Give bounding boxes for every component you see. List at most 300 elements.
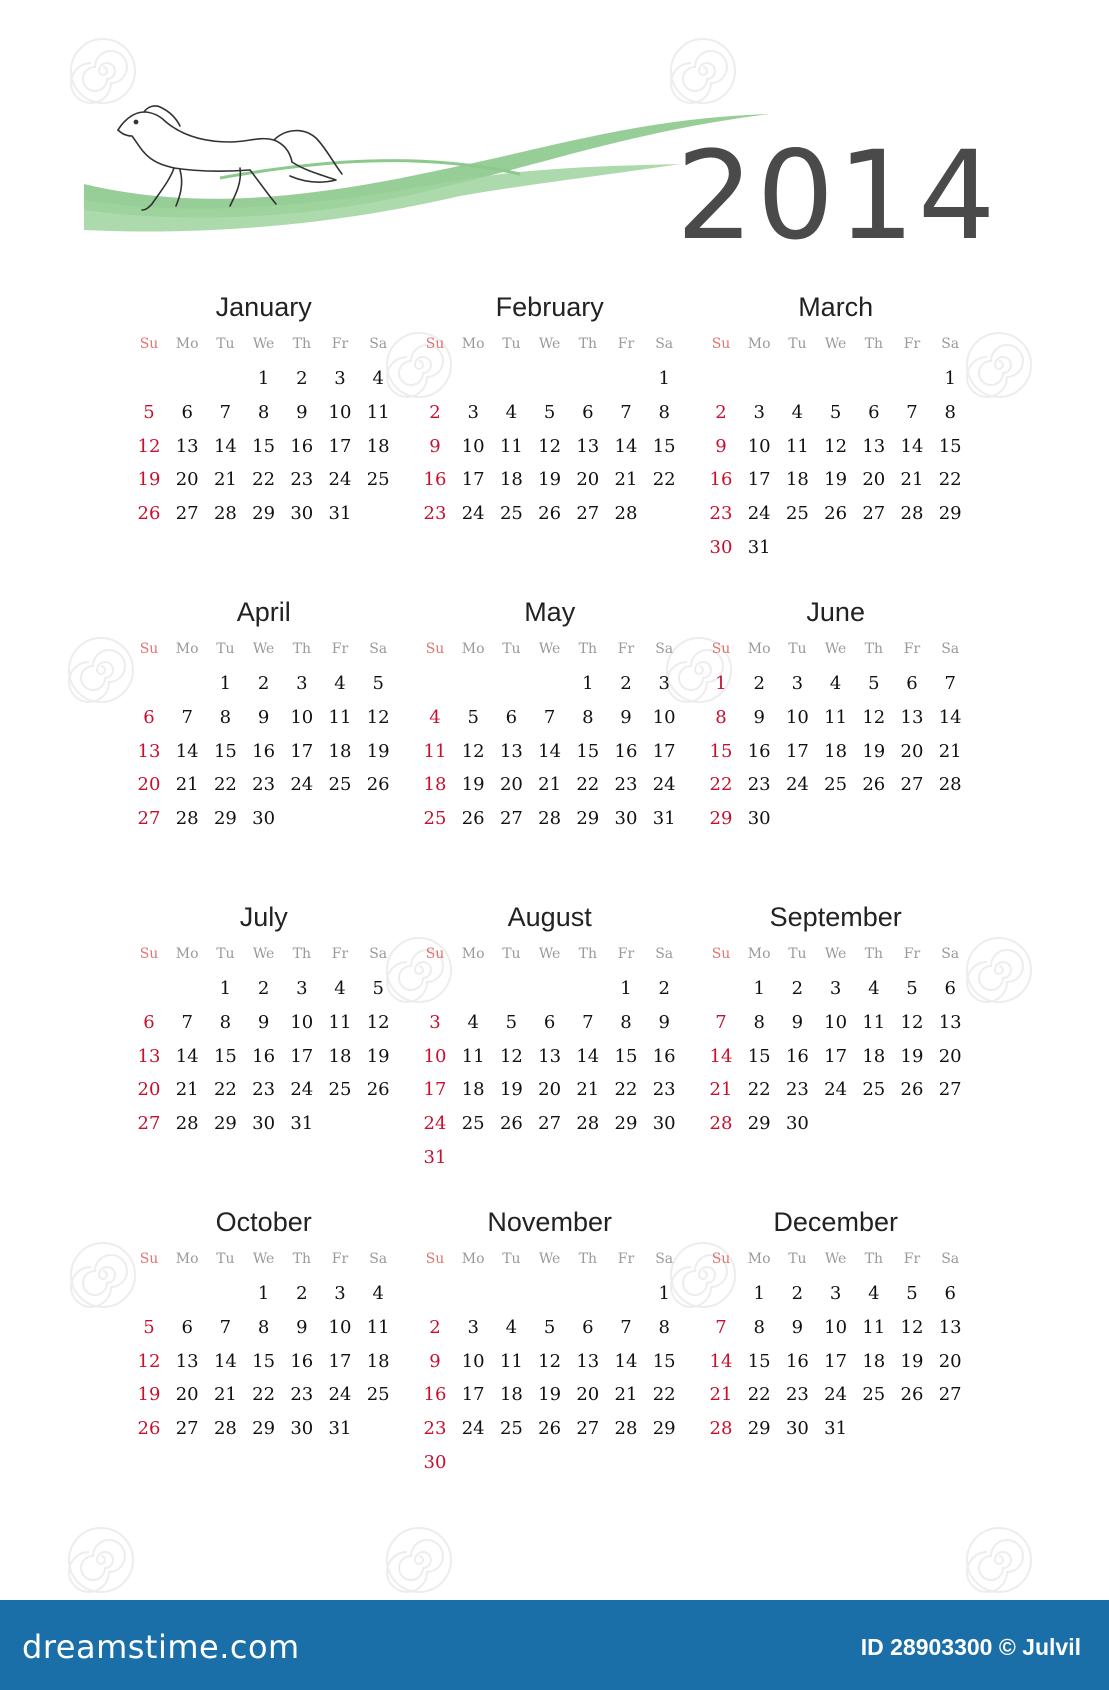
day-cell: 7 [620, 1316, 632, 1338]
day-cell: 13 [175, 435, 199, 457]
weekday-header: Sa [941, 641, 960, 657]
day-cell: 21 [709, 1384, 733, 1406]
month-december [702, 1207, 988, 1486]
day-cell: 9 [658, 1011, 670, 1033]
day-cell: 1 [753, 1283, 765, 1304]
day-cell: 4 [505, 401, 518, 423]
weekday-header: Sa [941, 1251, 960, 1267]
month-title: July [239, 902, 288, 932]
day-cell: 24 [824, 1384, 848, 1406]
day-cell: 19 [862, 740, 886, 762]
day-cell: 10 [423, 1045, 447, 1067]
month-title: June [806, 597, 865, 627]
weekday-header: Tu [502, 946, 521, 962]
weekday-header: We [252, 336, 275, 352]
day-cell: 31 [328, 503, 352, 525]
day-cell: 25 [328, 774, 352, 796]
day-cell: 18 [366, 1350, 390, 1372]
day-cell: 2 [429, 401, 441, 423]
month-february [416, 292, 702, 571]
day-cell: 14 [213, 1350, 237, 1372]
day-cell: 19 [900, 1045, 924, 1067]
day-cell: 16 [252, 1045, 276, 1067]
day-cell: 11 [328, 1011, 352, 1033]
spiral-watermark-icon [384, 330, 454, 400]
day-cell: 13 [862, 435, 886, 457]
day-cell: 7 [715, 1011, 727, 1033]
day-cell: 15 [252, 435, 276, 457]
weekday-header: Sa [369, 1251, 388, 1267]
day-cell: 11 [366, 401, 390, 423]
day-cell: 26 [461, 808, 485, 830]
day-cell: 15 [614, 1045, 638, 1067]
weekday-header: Sa [941, 946, 960, 962]
day-cell: 15 [747, 1045, 771, 1067]
weekday-header: Sa [941, 336, 960, 352]
day-cell: 27 [938, 1384, 962, 1406]
day-cell: 10 [328, 401, 352, 423]
day-cell: 28 [900, 503, 924, 525]
weekday-header: Mo [461, 1251, 485, 1267]
weekday-header: Sa [655, 1251, 674, 1267]
day-cell: 17 [785, 740, 809, 762]
day-cell: 25 [824, 774, 848, 796]
day-cell: 12 [499, 1045, 523, 1067]
weekday-header: Su [139, 336, 159, 352]
day-cell: 13 [938, 1011, 962, 1033]
day-cell: 30 [252, 808, 276, 830]
day-cell: 1 [944, 368, 956, 389]
day-cell: 28 [175, 808, 199, 830]
day-cell: 8 [753, 1316, 765, 1338]
day-cell: 27 [576, 503, 600, 525]
day-cell: 22 [652, 1384, 676, 1406]
day-cell: 30 [423, 1452, 447, 1473]
day-cell: 25 [423, 808, 447, 830]
day-cell: 29 [747, 1113, 771, 1135]
day-cell: 20 [538, 1079, 562, 1101]
day-cell: 11 [862, 1316, 886, 1338]
day-cell: 21 [213, 1384, 237, 1406]
day-cell: 10 [290, 1011, 314, 1033]
day-cell: 7 [181, 706, 193, 728]
day-cell: 4 [372, 1283, 384, 1304]
day-cell: 4 [791, 401, 804, 423]
weekday-header: Fr [617, 946, 635, 962]
day-cell: 1 [658, 368, 670, 389]
weekday-header: Su [139, 1251, 159, 1267]
day-cell: 11 [499, 435, 523, 457]
day-cell: 12 [366, 706, 390, 728]
day-cell: 24 [423, 1113, 447, 1135]
weekday-header: Th [578, 641, 597, 657]
day-cell: 23 [785, 1384, 809, 1406]
day-cell: 3 [296, 978, 308, 999]
footer-logo[interactable]: dreamstime.com [22, 1628, 300, 1666]
day-cell: 17 [652, 740, 676, 762]
day-cell: 24 [461, 503, 485, 525]
day-cell: 24 [328, 1384, 352, 1406]
day-cell: 26 [499, 1113, 523, 1135]
day-cell: 10 [461, 435, 485, 457]
day-cell: 14 [900, 435, 924, 457]
day-cell: 11 [461, 1045, 485, 1067]
day-cell: 9 [257, 706, 270, 728]
weekday-header: Th [864, 336, 883, 352]
weekday-header: Sa [369, 336, 388, 352]
weekday-header: We [824, 946, 847, 962]
month-title: February [495, 292, 604, 322]
day-cell: 23 [290, 469, 314, 491]
spiral-watermark-icon [68, 36, 138, 106]
day-cell: 31 [824, 1418, 848, 1440]
day-cell: 1 [715, 673, 727, 694]
spiral-watermark-icon [384, 1525, 454, 1595]
day-cell: 16 [290, 1350, 314, 1372]
day-cell: 6 [181, 401, 193, 423]
day-cell: 16 [423, 469, 447, 491]
weekday-header: Th [292, 641, 311, 657]
day-cell: 21 [709, 1079, 733, 1101]
day-cell: 4 [429, 706, 441, 728]
day-cell: 20 [175, 1384, 199, 1406]
day-cell: 26 [366, 1079, 390, 1101]
day-cell: 5 [868, 673, 880, 694]
day-cell: 16 [252, 740, 276, 762]
day-cell: 22 [747, 1384, 771, 1406]
day-cell: 3 [429, 1011, 441, 1033]
day-cell: 21 [213, 469, 237, 491]
day-cell: 6 [582, 401, 594, 423]
spiral-watermark-icon [664, 635, 734, 705]
day-cell: 13 [900, 706, 924, 728]
month-title: September [769, 902, 902, 932]
weekday-header: Fr [903, 336, 921, 352]
month-title: December [773, 1207, 898, 1237]
day-cell: 6 [143, 706, 155, 728]
day-cell: 23 [252, 774, 276, 796]
day-cell: 26 [824, 503, 848, 525]
day-cell: 26 [137, 1418, 161, 1440]
day-cell: 27 [938, 1079, 962, 1101]
day-cell: 16 [709, 469, 733, 491]
day-cell: 4 [334, 673, 346, 694]
day-cell: 4 [334, 978, 346, 999]
day-cell: 6 [944, 1283, 956, 1304]
day-cell: 9 [791, 1316, 804, 1338]
day-cell: 4 [829, 673, 842, 694]
day-cell: 25 [785, 503, 809, 525]
weekday-header: We [824, 336, 847, 352]
day-cell: 6 [181, 1316, 193, 1338]
weekday-header: Tu [788, 946, 807, 962]
day-cell: 19 [137, 469, 161, 491]
day-cell: 8 [620, 1011, 632, 1033]
day-cell: 5 [543, 401, 556, 423]
day-cell: 6 [505, 706, 518, 728]
day-cell: 13 [938, 1316, 962, 1338]
day-cell: 29 [938, 503, 962, 525]
weekday-header: Su [139, 946, 159, 962]
day-cell: 11 [862, 1011, 886, 1033]
weekday-header: Fr [331, 1251, 349, 1267]
weekday-header: We [538, 336, 561, 352]
day-cell: 14 [213, 435, 237, 457]
day-cell: 27 [900, 774, 924, 796]
day-cell: 21 [538, 774, 562, 796]
day-cell: 16 [747, 740, 771, 762]
day-cell: 26 [862, 774, 886, 796]
day-cell: 7 [582, 1011, 594, 1033]
day-cell: 7 [906, 401, 918, 423]
day-cell: 12 [900, 1316, 924, 1338]
day-cell: 6 [582, 1316, 594, 1338]
day-cell: 18 [423, 774, 447, 796]
day-cell: 4 [505, 1316, 518, 1338]
day-cell: 14 [709, 1350, 733, 1372]
day-cell: 8 [219, 706, 232, 728]
day-cell: 11 [328, 706, 352, 728]
day-cell: 13 [137, 1045, 161, 1067]
day-cell: 7 [181, 1011, 193, 1033]
day-cell: 30 [614, 808, 638, 830]
day-cell: 3 [658, 673, 670, 694]
day-cell: 21 [576, 1079, 600, 1101]
day-cell: 30 [785, 1418, 809, 1440]
day-cell: 20 [576, 1384, 600, 1406]
weekday-header: Tu [502, 641, 521, 657]
day-cell: 12 [366, 1011, 390, 1033]
day-cell: 7 [219, 1316, 232, 1338]
day-cell: 17 [824, 1350, 848, 1372]
month-title: October [215, 1207, 312, 1237]
weekday-header: Fr [903, 641, 921, 657]
day-cell: 5 [906, 978, 918, 999]
day-cell: 5 [829, 401, 842, 423]
weekday-header: We [252, 641, 275, 657]
year-title: 2014 [676, 125, 999, 267]
day-cell: 19 [366, 1045, 390, 1067]
day-cell: 2 [620, 673, 632, 694]
weekday-header: Su [425, 946, 445, 962]
day-cell: 13 [576, 435, 600, 457]
weekday-header: Th [578, 336, 597, 352]
weekday-header: Th [864, 1251, 883, 1267]
day-cell: 23 [423, 503, 447, 525]
day-cell: 27 [175, 1418, 199, 1440]
day-cell: 17 [290, 1045, 314, 1067]
day-cell: 3 [467, 401, 479, 423]
spiral-watermark-icon [66, 1525, 136, 1595]
day-cell: 22 [652, 469, 676, 491]
day-cell: 26 [900, 1384, 924, 1406]
day-cell: 22 [213, 774, 237, 796]
day-cell: 23 [614, 774, 638, 796]
day-cell: 1 [257, 368, 270, 389]
weekday-header: Su [425, 641, 445, 657]
day-cell: 21 [175, 1079, 199, 1101]
weekday-header: Tu [216, 1251, 235, 1267]
day-cell: 17 [290, 740, 314, 762]
day-cell: 1 [257, 1283, 270, 1304]
day-cell: 20 [137, 774, 161, 796]
day-cell: 15 [576, 740, 600, 762]
day-cell: 1 [658, 1283, 670, 1304]
day-cell: 9 [296, 401, 308, 423]
weekday-header: Su [711, 641, 731, 657]
day-cell: 27 [137, 1113, 161, 1135]
day-cell: 28 [614, 1418, 638, 1440]
day-cell: 3 [829, 978, 842, 999]
day-cell: 23 [423, 1418, 447, 1440]
day-cell: 30 [785, 1113, 809, 1135]
weekday-header: Th [864, 946, 883, 962]
day-cell: 25 [499, 1418, 523, 1440]
weekday-header: Su [711, 1251, 731, 1267]
day-cell: 18 [366, 435, 390, 457]
day-cell: 10 [747, 435, 771, 457]
day-cell: 1 [620, 978, 632, 999]
day-cell: 23 [252, 1079, 276, 1101]
day-cell: 30 [747, 808, 771, 830]
day-cell: 24 [747, 503, 771, 525]
day-cell: 8 [257, 1316, 270, 1338]
day-cell: 8 [582, 706, 594, 728]
weekday-header: Fr [903, 946, 921, 962]
weekday-header: Tu [788, 1251, 807, 1267]
day-cell: 14 [175, 1045, 199, 1067]
day-cell: 30 [290, 1418, 314, 1440]
weekday-header: We [252, 946, 275, 962]
day-cell: 14 [938, 706, 962, 728]
day-cell: 23 [747, 774, 771, 796]
day-cell: 15 [747, 1350, 771, 1372]
day-cell: 30 [252, 1113, 276, 1135]
day-cell: 15 [709, 740, 733, 762]
day-cell: 10 [824, 1011, 848, 1033]
weekday-header: We [824, 641, 847, 657]
weekday-header: Su [711, 336, 731, 352]
day-cell: 16 [614, 740, 638, 762]
day-cell: 29 [213, 1113, 237, 1135]
day-cell: 31 [290, 1113, 314, 1135]
day-cell: 7 [620, 401, 632, 423]
day-cell: 10 [785, 706, 809, 728]
month-september [702, 902, 988, 1181]
day-cell: 2 [791, 1283, 804, 1304]
day-cell: 1 [219, 673, 232, 694]
day-cell: 8 [658, 1316, 670, 1338]
day-cell: 12 [900, 1011, 924, 1033]
weekday-header: Th [292, 336, 311, 352]
day-cell: 23 [290, 1384, 314, 1406]
day-cell: 14 [614, 1350, 638, 1372]
day-cell: 5 [543, 1316, 556, 1338]
day-cell: 8 [715, 706, 727, 728]
day-cell: 25 [328, 1079, 352, 1101]
weekday-header: Su [139, 641, 159, 657]
day-cell: 3 [467, 1316, 479, 1338]
day-cell: 7 [543, 706, 556, 728]
day-cell: 22 [252, 469, 276, 491]
day-cell: 27 [175, 503, 199, 525]
day-cell: 22 [938, 469, 962, 491]
day-cell: 22 [576, 774, 600, 796]
day-cell: 5 [143, 401, 155, 423]
day-cell: 25 [366, 1384, 390, 1406]
day-cell: 20 [938, 1350, 962, 1372]
day-cell: 29 [252, 1418, 276, 1440]
day-cell: 27 [538, 1113, 562, 1135]
day-cell: 11 [423, 740, 447, 762]
day-cell: 27 [576, 1418, 600, 1440]
day-cell: 18 [862, 1045, 886, 1067]
day-cell: 17 [423, 1079, 447, 1101]
day-cell: 4 [467, 1011, 479, 1033]
day-cell: 11 [785, 435, 809, 457]
day-cell: 5 [906, 1283, 918, 1304]
day-cell: 24 [290, 774, 314, 796]
weekday-header: Mo [175, 336, 199, 352]
day-cell: 14 [175, 740, 199, 762]
day-cell: 29 [652, 1418, 676, 1440]
day-cell: 18 [824, 740, 848, 762]
day-cell: 25 [499, 503, 523, 525]
day-cell: 14 [614, 435, 638, 457]
day-cell: 3 [791, 673, 804, 694]
day-cell: 15 [213, 1045, 237, 1067]
day-cell: 22 [709, 774, 733, 796]
day-cell: 15 [652, 1350, 676, 1372]
weekday-header: Sa [655, 641, 674, 657]
day-cell: 30 [709, 537, 733, 558]
day-cell: 12 [862, 706, 886, 728]
day-cell: 14 [538, 740, 562, 762]
day-cell: 17 [747, 469, 771, 491]
day-cell: 13 [538, 1045, 562, 1067]
month-title: August [507, 902, 592, 932]
weekday-header: Sa [369, 946, 388, 962]
day-cell: 23 [785, 1079, 809, 1101]
day-cell: 2 [658, 978, 670, 999]
weekday-header: We [824, 1251, 847, 1267]
day-cell: 17 [328, 1350, 352, 1372]
day-cell: 8 [257, 401, 270, 423]
day-cell: 31 [652, 808, 676, 830]
day-cell: 14 [576, 1045, 600, 1067]
day-cell: 20 [938, 1045, 962, 1067]
weekday-header: Th [864, 641, 883, 657]
day-cell: 21 [900, 469, 924, 491]
day-cell: 10 [328, 1316, 352, 1338]
day-cell: 10 [652, 706, 676, 728]
day-cell: 17 [461, 1384, 485, 1406]
day-cell: 9 [257, 1011, 270, 1033]
day-cell: 16 [785, 1045, 809, 1067]
day-cell: 6 [868, 401, 880, 423]
weekday-header: Su [711, 946, 731, 962]
day-cell: 3 [753, 401, 765, 423]
day-cell: 13 [175, 1350, 199, 1372]
day-cell: 2 [791, 978, 804, 999]
day-cell: 1 [219, 978, 232, 999]
month-title: May [524, 597, 576, 627]
day-cell: 28 [175, 1113, 199, 1135]
day-cell: 17 [461, 469, 485, 491]
day-cell: 14 [709, 1045, 733, 1067]
weekday-header: Mo [175, 946, 199, 962]
day-cell: 5 [467, 706, 479, 728]
